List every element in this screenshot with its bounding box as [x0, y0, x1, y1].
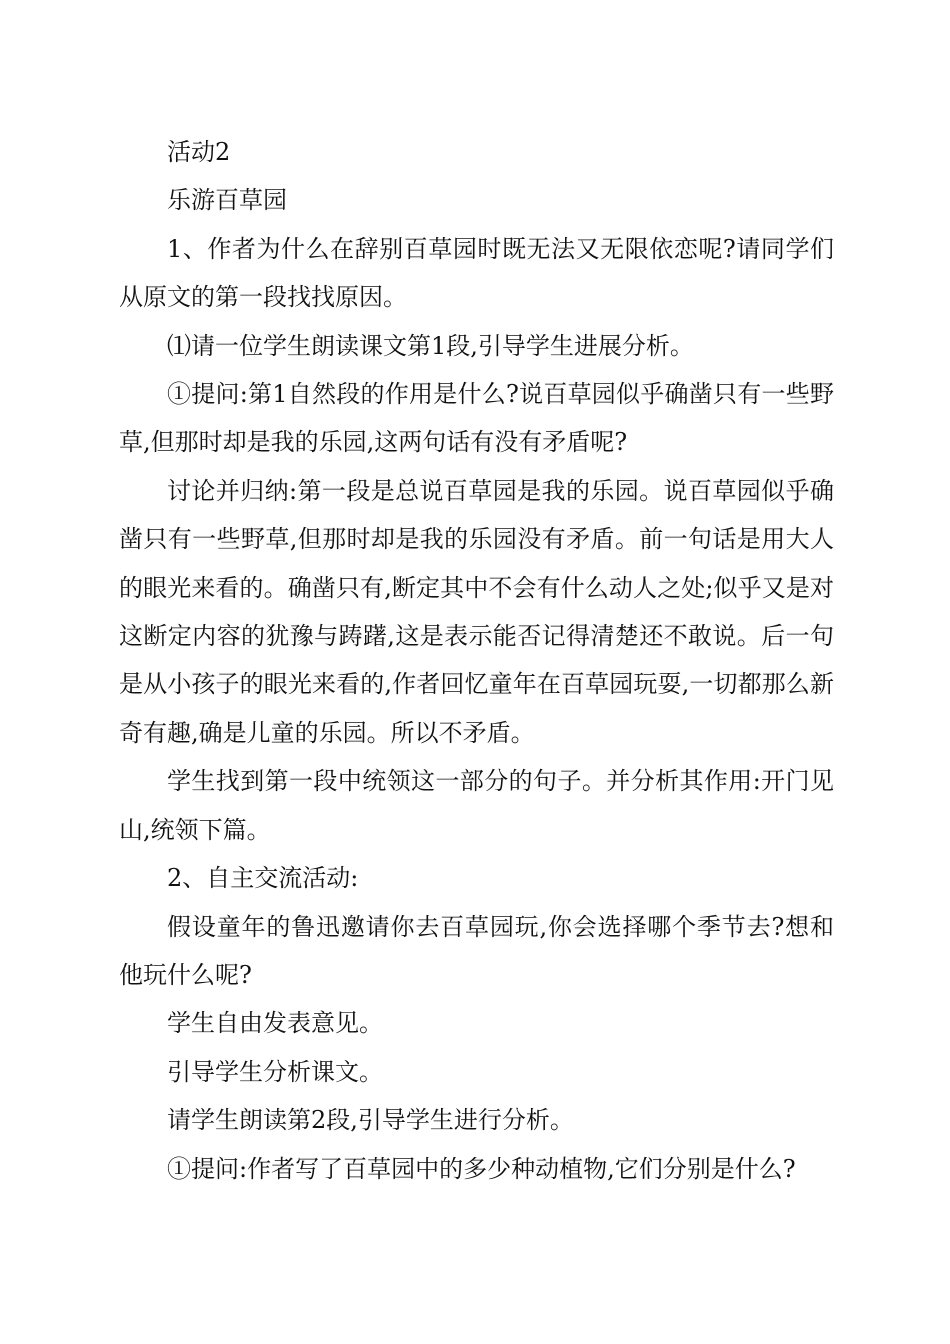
paragraph: 引导学生分析课文。	[167, 1057, 383, 1086]
paragraph: 学生找到第一段中统领这一部分的句子。并分析其作用:开门见山,统领下篇。	[119, 767, 834, 844]
section-title: 乐游百草园	[167, 186, 287, 215]
activity-heading: 活动2	[167, 138, 231, 166]
paragraph: 2、自主交流活动:	[167, 864, 359, 893]
paragraph: 假设童年的鲁迅邀请你去百草园玩,你会选择哪个季节去?想和他玩什么呢?	[119, 912, 834, 989]
paragraph: 讨论并归纳:第一段是总说百草园是我的乐园。说百草园似乎确凿只有一些野草,但那时却是我的乐园没有矛盾。前一句话是用大人的眼光来看的。确凿只有,断定其中不会有什么动人之处;似乎又是对这断定内容的犹豫与踌躇,这是表示能否记得清楚还不敢说。后一句是从小孩子的眼光来看的,作者回忆童年在百草园玩耍,一切都那么新奇有趣,确是儿童的乐园。所以不矛盾。	[119, 476, 834, 747]
paragraph: ⑴请一位学生朗读课文第1段,引导学生进展分析。	[167, 331, 694, 360]
document-body	[119, 128, 834, 1193]
paragraph: ①提问:作者写了百草园中的多少种动植物,它们分别是什么?	[167, 1154, 796, 1183]
paragraph: ①提问:第1自然段的作用是什么?说百草园似乎确凿只有一些野草,但那时却是我的乐园,这两句话有没有矛盾呢?	[119, 380, 834, 457]
paragraph: 请学生朗读第2段,引导学生进行分析。	[167, 1106, 574, 1135]
paragraph: 1、作者为什么在辞别百草园时既无法又无限依恋呢?请同学们从原文的第一段找找原因。	[119, 234, 834, 312]
paragraph: 学生自由发表意见。	[167, 1009, 383, 1038]
